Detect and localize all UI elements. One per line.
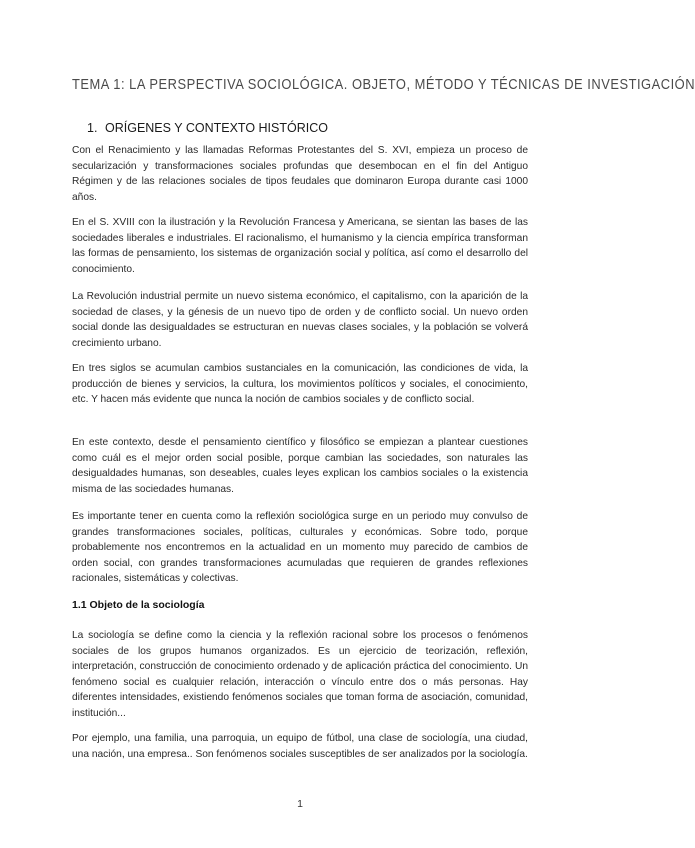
section-heading bbox=[87, 121, 328, 135]
document-title: TEMA 1: LA PERSPECTIVA SOCIOLÓGICA. OBJETO, MÉTODO Y TÉCNICAS DE INVESTIGACIÓN bbox=[72, 76, 695, 93]
paragraph-ilustracion: En el S. XVIII con la ilustración y la Revolución Francesa y Americana, se sientan las bases de las sociedades liberales e industriales. El racionalismo, el humanismo y la ciencia empírica transforman las formas de pensamiento, los sistemas de organización social y política, así como el desarrollo del conocimiento. bbox=[72, 217, 528, 275]
paragraph-reflexion: Es importante tener en cuenta como la reflexión sociológica surge en un periodo muy convulso de grandes transformaciones sociales, políticas, culturales y económicas. Sobre todo, porque probablemente nos encontremos en la actualidad en un momento muy parecido de cambios de orden social, con grandes transformaciones acumuladas que requieren de grandes reflexiones racionales, sistemáticas y colectivas. bbox=[72, 511, 528, 584]
paragraph-revolucion-industrial: La Revolución industrial permite un nuevo sistema económico, el capitalismo, con la aparición de la sociedad de clases, y la génesis de un nuevo tipo de orden y de conflicto social. Un nuevo orden social donde las desigualdades se estructuran en nuevas clases sociales, y la población se volverá crecimiento urbano. bbox=[72, 291, 528, 349]
paragraph-tres-siglos: En tres siglos se acumulan cambios sustanciales en la comunicación, las condiciones de vida, la producción de bienes y servicios, la cultura, los movimientos políticos y sociales, el conocimiento, etc. Y hacen más evidente que nunca la noción de cambios sociales y de conflicto social. bbox=[72, 363, 528, 405]
subsection-heading: 1.1 Objeto de la sociología bbox=[72, 599, 205, 611]
paragraph-ejemplos: Por ejemplo, una familia, una parroquia, un equipo de fútbol, una clase de sociología, una ciudad, una nación, una empresa.. Son fenómenos sociales susceptibles de ser analizados por la sociología. bbox=[72, 733, 528, 760]
section-title: ORÍGENES Y CONTEXTO HISTÓRICO bbox=[105, 121, 328, 135]
paragraph-contexto: En este contexto, desde el pensamiento científico y filosófico se empiezan a plantear cuestiones como cuál es el mejor orden social posible, porque cambian las sociedades, son naturales las desigualdades humanas, son deseables, cuales leyes explican los cambios sociales o la existencia misma de las sociedades humanas. bbox=[72, 437, 528, 495]
section-number: 1. bbox=[87, 121, 98, 135]
page-number: 1 bbox=[297, 798, 303, 810]
paragraph-definicion: La sociología se define como la ciencia y la reflexión racional sobre los procesos o fenómenos sociales de los grupos humanos organizados. Es un ejercicio de teorización, reflexión, interpretación, construcción de conocimiento ordenado y de aplicación práctica del conocimiento. Un fenómeno social es cualquier relación, interacción o vínculo entre dos o más personas. Hay diferentes intensidades, existiendo fenómenos sociales que toman forma de asociación, comunidad, institución... bbox=[72, 630, 528, 719]
paragraph-renacimiento: Con el Renacimiento y las llamadas Reformas Protestantes del S. XVI, empieza un proceso de secularización y transformaciones sociales profundas que desembocan en el fin del Antiguo Régimen y de las relaciones sociales de tipos feudales que dominaron Europa durante casi 1000 años. bbox=[72, 145, 528, 203]
